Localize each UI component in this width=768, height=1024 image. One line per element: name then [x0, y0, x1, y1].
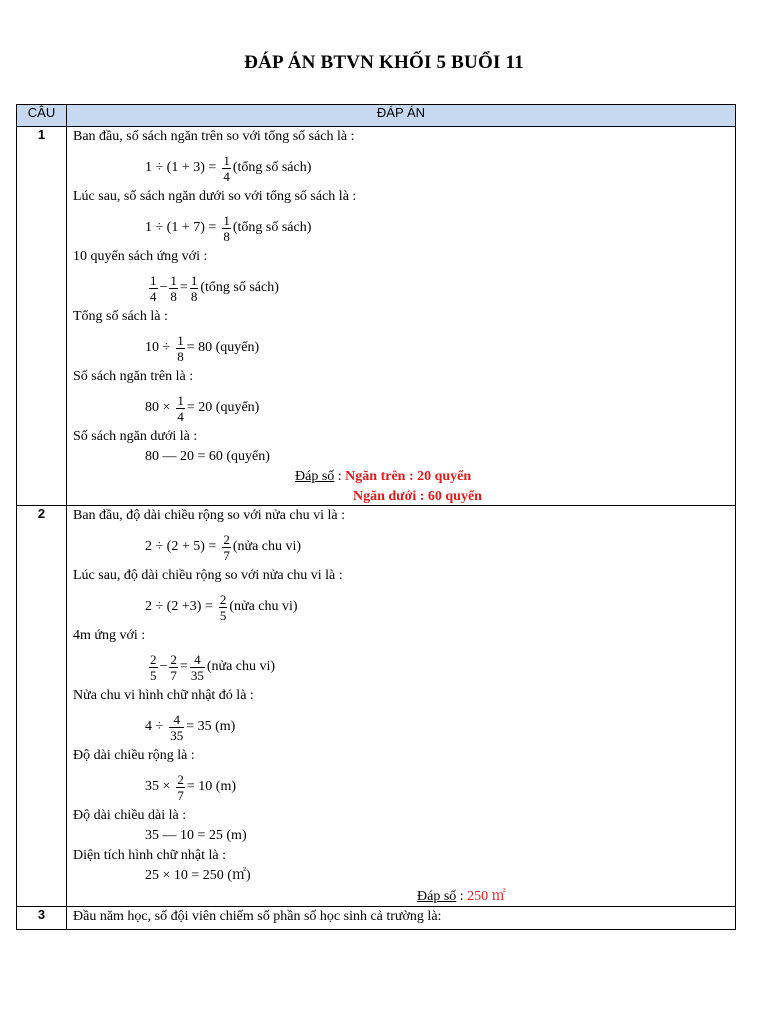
text-line: Lúc sau, số sách ngăn dưới so với tổng số sách là : [73, 189, 357, 204]
denominator: 4 [223, 168, 230, 184]
equation-text: 4 ÷ [145, 719, 164, 734]
equation [145, 328, 259, 368]
denominator: 8 [190, 288, 198, 304]
denominator: 5 [150, 667, 157, 683]
denominator: 7 [223, 547, 230, 563]
minus-sign: − [159, 280, 168, 295]
equation: 35 — 10 = 25 (m) [145, 828, 247, 843]
equation [145, 208, 311, 248]
fraction [190, 652, 205, 683]
question-number: 2 [17, 506, 67, 907]
equals-sign: = [179, 659, 188, 674]
numerator: 1 [177, 332, 184, 348]
numerator: 2 [177, 771, 184, 787]
answer-line [417, 889, 506, 905]
fraction [169, 652, 178, 683]
text-line: Số sách ngăn trên là : [73, 369, 194, 384]
equation [145, 707, 235, 747]
text-line: Lúc sau, độ dài chiều rộng so với nửa chu vi là : [73, 568, 343, 583]
fraction [169, 273, 178, 304]
numerator: 2 [150, 651, 157, 667]
denominator: 5 [219, 607, 227, 623]
page-title: ĐÁP ÁN BTVN KHỐI 5 BUỔI 11 [244, 52, 524, 73]
table-row [17, 127, 736, 506]
equation-note: (nửa chu vi) [229, 599, 298, 614]
fraction [169, 712, 184, 743]
equation-text: 80 × [145, 400, 171, 415]
denominator: 7 [177, 787, 184, 803]
equation-text: 1 ÷ (1 + 3) = [145, 160, 217, 175]
fraction [176, 772, 185, 803]
question-number: 3 [17, 907, 67, 930]
text-line: Nửa chu vi hình chữ nhật đó là : [73, 688, 254, 703]
denominator: 4 [177, 408, 184, 424]
fraction [219, 592, 228, 623]
answer-line [295, 469, 471, 485]
answer-cell [67, 127, 736, 506]
denominator: 8 [177, 348, 184, 364]
equation-note: (nửa chu vi) [232, 539, 302, 554]
table-header-row [17, 105, 736, 127]
equation [147, 268, 279, 308]
text-line: Đầu năm học, số đội viên chiếm số phần số học sinh cả trường là: [73, 909, 442, 924]
numerator: 4 [173, 711, 180, 727]
equation [145, 527, 301, 567]
answer-value: 250 ㎡ [467, 889, 506, 904]
equation-text: 2 ÷ (2 + 5) = [145, 539, 217, 554]
text-line: Tổng số sách là : [73, 309, 168, 324]
equation [147, 647, 275, 687]
header-dap-an: ĐÁP ÁN [67, 105, 736, 127]
denominator: 8 [223, 228, 230, 244]
fraction [222, 532, 231, 563]
fraction [222, 153, 231, 184]
answer-colon: : [334, 469, 346, 484]
numerator: 1 [177, 392, 184, 408]
equation-note: (tổng số sách) [232, 160, 312, 175]
text-line: Số sách ngăn dưới là : [73, 429, 198, 444]
fraction [149, 273, 158, 304]
answer-colon: : [456, 889, 468, 904]
equation-result: = 35 (m) [186, 719, 236, 734]
equation: 25 × 10 = 250 (㎡) [145, 868, 251, 883]
denominator: 35 [190, 667, 204, 683]
text-line: 4m ứng với : [73, 628, 146, 643]
numerator: 1 [150, 272, 157, 288]
answer-label: Đáp số [295, 469, 335, 484]
equation-text: 10 ÷ [145, 340, 171, 355]
answer-table [16, 104, 736, 930]
equation-text: 2 ÷ (2 +3) = [145, 599, 213, 614]
text-line: 10 quyển sách ứng với : [73, 249, 208, 264]
equation-text: 1 ÷ (1 + 7) = [145, 220, 217, 235]
answer-cell [67, 907, 736, 930]
fraction [176, 393, 185, 424]
equation [145, 587, 298, 627]
fraction [176, 333, 185, 364]
answer-value: Ngăn trên : 20 quyển [345, 469, 472, 484]
fraction [149, 652, 158, 683]
equation-result: = 80 (quyển) [186, 340, 260, 355]
equation-note: (tổng số sách) [232, 220, 312, 235]
equation-note: (tổng số sách) [200, 280, 279, 295]
equation [145, 388, 259, 428]
numerator: 2 [170, 651, 177, 667]
numerator: 4 [194, 651, 201, 667]
denominator: 7 [170, 667, 177, 683]
equation [145, 767, 236, 807]
fraction [190, 273, 199, 304]
header-cau: CÂU [17, 105, 67, 127]
numerator: 1 [223, 212, 230, 228]
table-row [17, 506, 736, 907]
answer-cell [67, 506, 736, 907]
numerator: 2 [223, 531, 230, 547]
fraction [222, 213, 231, 244]
answer-label: Đáp số [417, 889, 457, 904]
equation-text: 35 × [145, 779, 171, 794]
denominator: 8 [170, 288, 177, 304]
equation-result: = 10 (m) [186, 779, 237, 794]
numerator: 1 [170, 272, 177, 288]
table-row [17, 907, 736, 930]
text-line: Ban đầu, độ dài chiều rộng so với nửa chu vi là : [73, 508, 345, 523]
text-line: Độ dài chiều dài là : [73, 808, 187, 823]
equals-sign: = [179, 280, 188, 295]
equation-result: = 20 (quyển) [186, 400, 260, 415]
equation [145, 148, 311, 188]
denominator: 4 [150, 288, 157, 304]
denominator: 35 [170, 727, 184, 743]
question-number: 1 [17, 127, 67, 506]
numerator: 1 [223, 152, 230, 168]
numerator: 2 [219, 591, 227, 607]
answer-value: Ngăn dưới : 60 quyển [353, 489, 482, 504]
text-line: Độ dài chiều rộng là : [73, 748, 195, 763]
minus-sign: − [159, 659, 168, 674]
equation: 80 — 20 = 60 (quyển) [145, 449, 270, 464]
text-line: Ban đầu, số sách ngăn trên so với tổng số sách là : [73, 129, 355, 144]
answer-line [353, 489, 482, 505]
equation-note: (nửa chu vi) [206, 659, 276, 674]
numerator: 1 [190, 272, 198, 288]
text-line: Diện tích hình chữ nhật là : [73, 848, 226, 863]
